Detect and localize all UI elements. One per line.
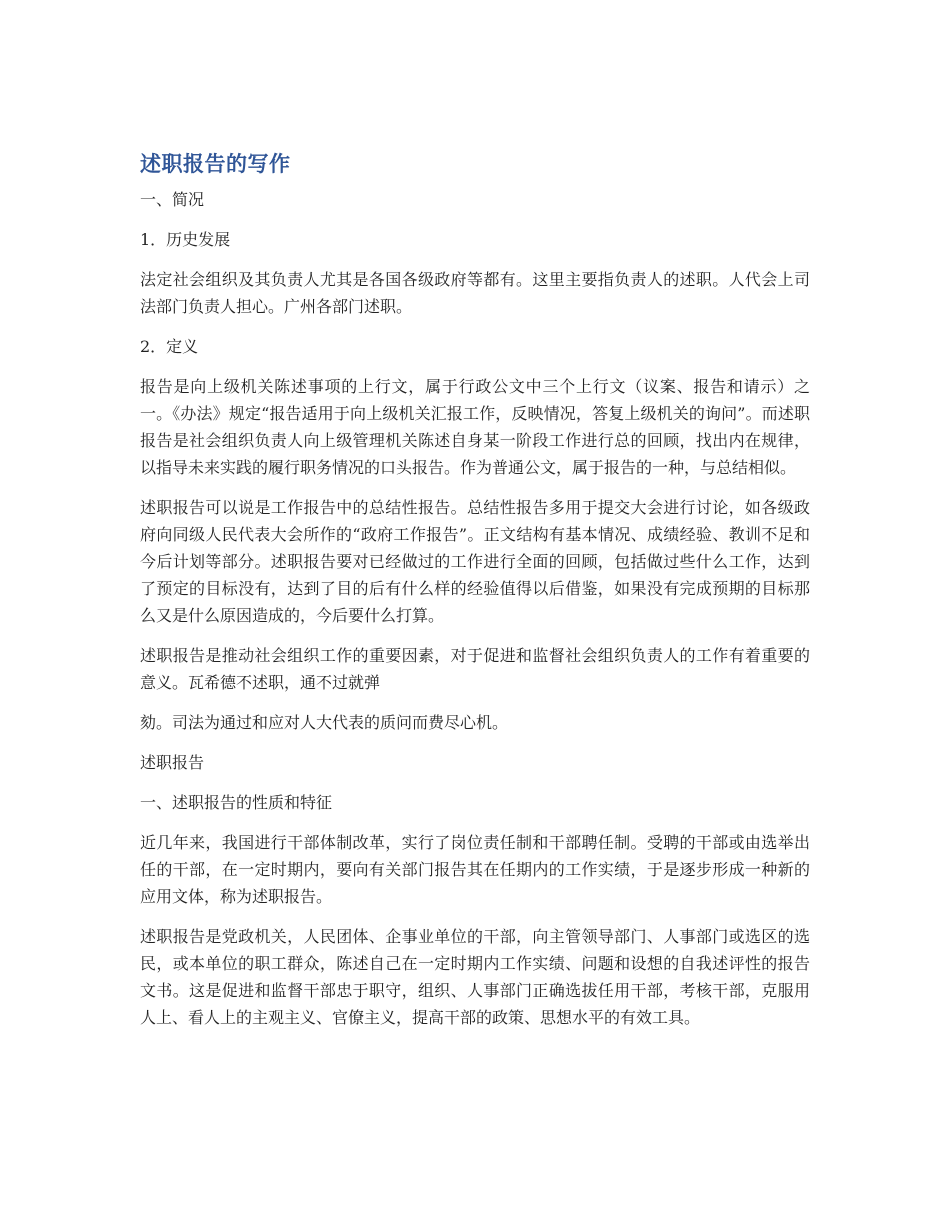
paragraph-importance: 述职报告是推动社会组织工作的重要因素，对于促进和监督社会组织负责人的工作有着重要的意义。瓦希德不述职，通不过就弹: [140, 646, 810, 692]
paragraph-background: 近几年来，我国进行干部体制改革，实行了岗位责任制和干部聘任制。受聘的干部或由选举出任的干部，在一定时期内，要向有关部门报告其在任期内的工作实绩，于是逐步形成一种新的应用文体，称为述职报告。: [140, 833, 810, 906]
section-heading-overview: 一、简况: [140, 190, 205, 209]
section-heading-nature: 一、述职报告的性质和特征: [140, 793, 333, 812]
document-title: 述职报告的写作: [140, 152, 291, 176]
paragraph-nature-definition: 述职报告是党政机关，人民团体、企事业单位的干部，向主管领导部门、人事部门或选区的选民，或本单位的职工群众，陈述自己在一定时期内工作实绩、问题和设想的自我述评性的报告文书。这是促进和监督干部忠于职守，组织、人事部门正确选拔任用干部，考核干部，克服用人上、看人上的主观主义、官僚主义，提高干部的政策、思想水平的有效工具。: [140, 927, 810, 1027]
paragraph-summary-report: 述职报告可以说是工作报告中的总结性报告。总结性报告多用于提交大会进行讨论，如各级政府向同级人民代表大会所作的“政府工作报告”。正文结构有基本情况、成绩经验、教训不足和今后计划等部分。述职报告要对已经做过的工作进行全面的回顾，包括做过些什么工作，达到了预定的目标没有，达到了目的后有什么样的经验值得以后借鉴，如果没有完成预期的目标那么又是什么原因造成的，今后要什么打算。: [140, 498, 810, 625]
subheading-history: 1．历史发展: [140, 230, 231, 249]
subheading-definition: 2．定义: [140, 337, 199, 356]
paragraph-impeachment: 劾。司法为通过和应对人大代表的质问而费尽心机。: [140, 713, 509, 732]
document-page: [140, 148, 810, 1044]
paragraph-history: 法定社会组织及其负责人尤其是各国各级政府等都有。这里主要指负责人的述职。人代会上司法部门负责人担心。广州各部门述职。: [140, 270, 810, 316]
label-report: 述职报告: [140, 753, 205, 772]
paragraph-definition: 报告是向上级机关陈述事项的上行文，属于行政公文中三个上行文（议案、报告和请示）之一。《办法》规定“报告适用于向上级机关汇报工作，反映情况，答复上级机关的询问”。而述职报告是社会组织负责人向上级管理机关陈述自身某一阶段工作进行总的回顾，找出内在规律，以指导未来实践的履行职务情况的口头报告。作为普通公文，属于报告的一种，与总结相似。: [140, 377, 810, 477]
